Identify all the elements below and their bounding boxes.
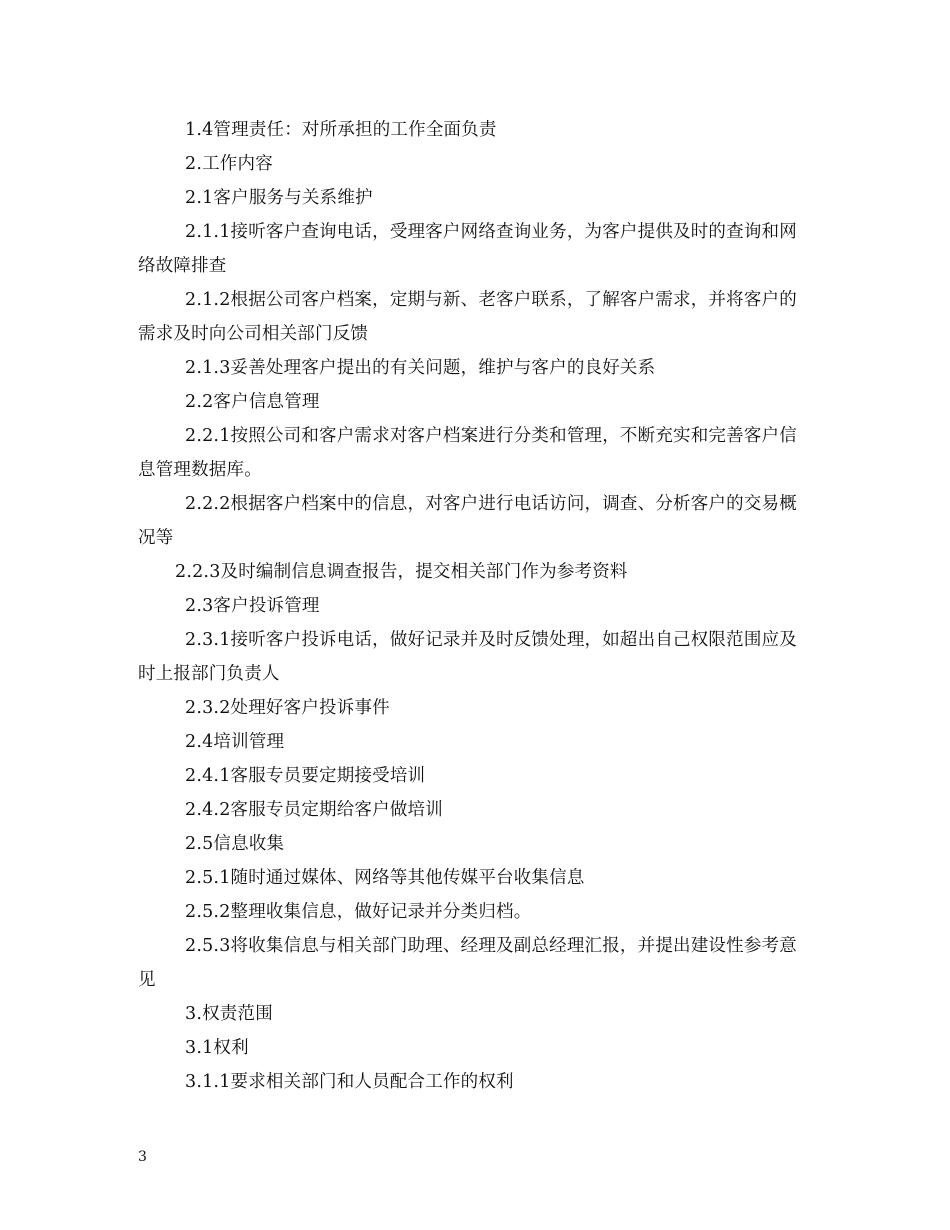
paragraph: 2.4.1客服专员要定期接受培训	[185, 766, 426, 786]
paragraph: 2.2.3及时编制信息调查报告，提交相关部门作为参考资料	[175, 562, 628, 582]
paragraph: 2.3客户投诉管理	[185, 596, 320, 616]
paragraph: 3.权责范围	[185, 1004, 273, 1024]
paragraph: 2.5信息收集	[185, 834, 285, 854]
paragraph: 2.5.2整理收集信息，做好记录并分类归档。	[185, 902, 532, 922]
paragraph: 2.3.1接听客户投诉电话，做好记录并及时反馈处理，如超出自己权限范围应及时上报部门负责人	[138, 630, 797, 684]
paragraph: 2.3.2处理好客户投诉事件	[185, 698, 390, 718]
paragraph: 2.4培训管理	[185, 732, 285, 752]
paragraph: 3.1.1要求相关部门和人员配合工作的权利	[185, 1072, 514, 1092]
paragraph: 2.1客户服务与关系维护	[185, 188, 373, 208]
paragraph: 3.1权利	[185, 1038, 249, 1058]
paragraph: 2.5.3将收集信息与相关部门助理、经理及副总经理汇报，并提出建设性参考意见	[138, 936, 797, 990]
paragraph: 2.5.1随时通过媒体、网络等其他传媒平台收集信息	[185, 868, 585, 888]
paragraph: 1.4管理责任：对所承担的工作全面负责	[185, 120, 497, 140]
paragraph: 2.1.3妥善处理客户提出的有关问题，维护与客户的良好关系	[185, 358, 656, 378]
paragraph: 2.2.2根据客户档案中的信息，对客户进行电话访问，调查、分析客户的交易概况等	[138, 494, 797, 548]
page-number: 3	[138, 1149, 147, 1165]
paragraph: 2.2客户信息管理	[185, 392, 320, 412]
paragraph: 2.1.2根据公司客户档案，定期与新、老客户联系，了解客户需求，并将客户的需求及时向公司相关部门反馈	[138, 290, 797, 344]
paragraph: 2.工作内容	[185, 154, 273, 174]
paragraph: 2.2.1按照公司和客户需求对客户档案进行分类和管理，不断充实和完善客户信息管理数据库。	[138, 426, 797, 480]
paragraph: 2.1.1接听客户查询电话，受理客户网络查询业务，为客户提供及时的查询和网络故障排查	[138, 222, 797, 276]
paragraph: 2.4.2客服专员定期给客户做培训	[185, 800, 443, 820]
document-body	[138, 113, 813, 1099]
